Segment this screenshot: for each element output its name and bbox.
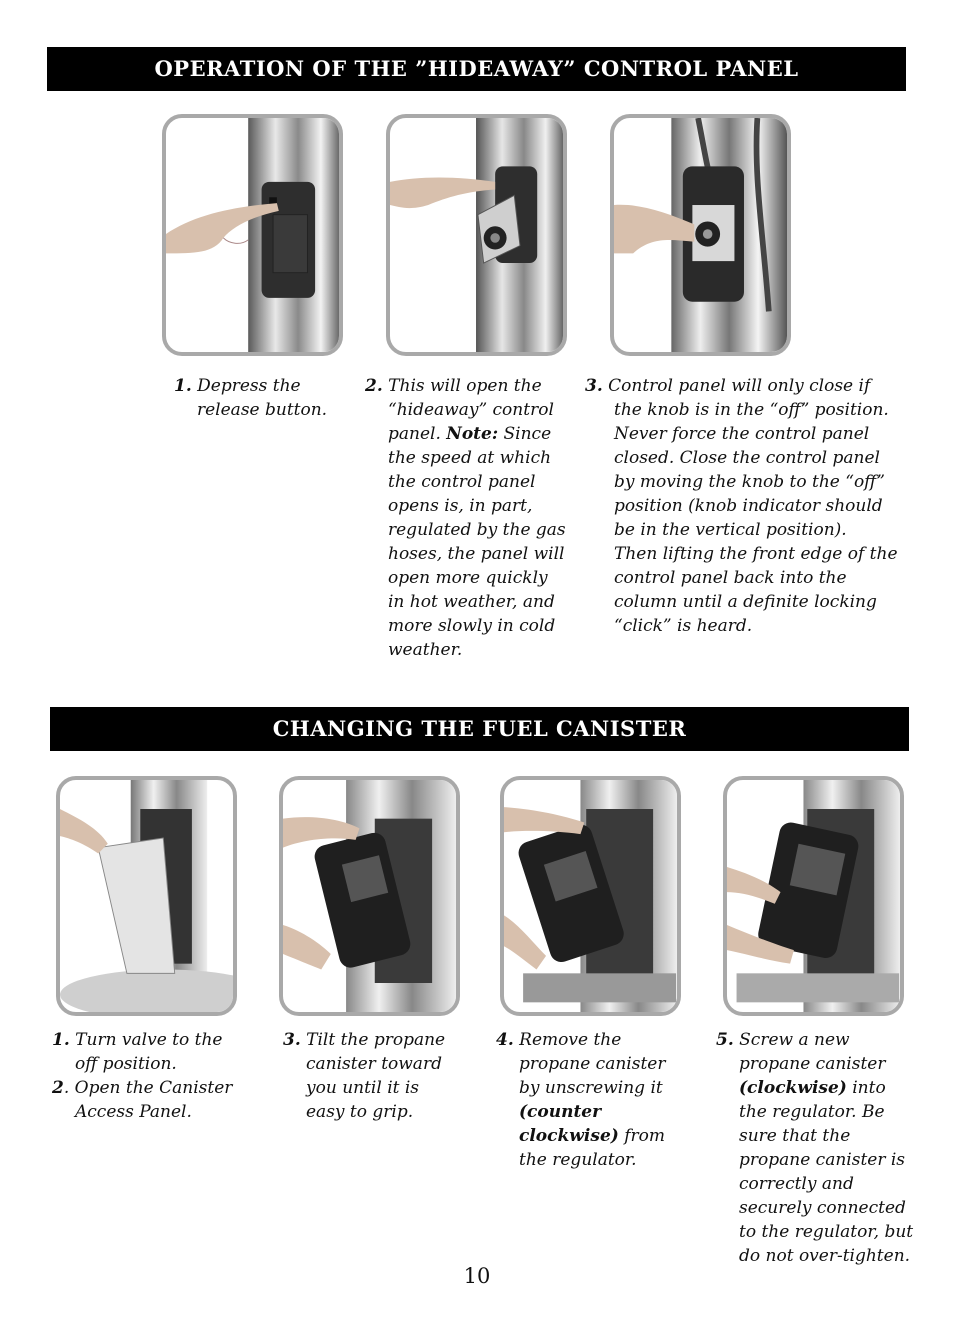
caption-line: closed. Close the control panel — [614, 448, 880, 468]
caption-line: correctly and — [739, 1174, 854, 1194]
photo-tilt-propane-canister — [279, 776, 460, 1016]
step-caption-canister-3 — [283, 1028, 473, 1124]
note-label: Note: — [446, 424, 499, 444]
photo-remove-propane-canister — [500, 776, 681, 1016]
caption-line: weather. — [388, 640, 463, 660]
caption-line: Turn valve to the — [75, 1030, 223, 1050]
caption-line: off position. — [75, 1054, 177, 1074]
caption-line: from — [624, 1126, 665, 1146]
caption-line: the speed at which — [388, 448, 552, 468]
step-number: 2. — [365, 376, 383, 396]
step-caption-hideaway-1 — [174, 374, 354, 422]
step-number: 4. — [496, 1030, 514, 1050]
caption-line: Control panel will only close if — [608, 376, 871, 396]
caption-line: you until it is — [306, 1078, 420, 1098]
caption-line: canister toward — [306, 1054, 442, 1074]
caption-line: by unscrewing it — [519, 1078, 663, 1098]
step-number: 3. — [585, 376, 603, 396]
caption-line: position (knob indicator should — [614, 496, 883, 516]
caption-line: open more quickly — [388, 568, 548, 588]
caption-line: release button. — [197, 400, 328, 420]
caption-line: by moving the knob to the “off” — [614, 472, 885, 492]
caption-line: clockwise) — [519, 1126, 619, 1146]
caption-line: Screw a new — [739, 1030, 850, 1050]
caption-line: column until a definite locking — [614, 592, 877, 612]
step-number: 3. — [283, 1030, 301, 1050]
caption-line: control panel back into the — [614, 568, 847, 588]
step-number: 5. — [716, 1030, 734, 1050]
step-caption-canister-5 — [716, 1028, 931, 1268]
caption-line: Since — [503, 424, 552, 444]
caption-line: Depress the — [197, 376, 301, 396]
caption-line: (counter — [519, 1102, 602, 1122]
caption-line: the knob is in the “off” position. — [614, 400, 889, 420]
caption-line: Access Panel. — [75, 1102, 192, 1122]
caption-line: the regulator. Be — [739, 1102, 885, 1122]
photo-close-control-panel — [610, 114, 791, 356]
page-number: 10 — [463, 1264, 491, 1288]
caption-line: “click” is heard. — [614, 616, 753, 636]
caption-line: Tilt the propane — [306, 1030, 446, 1050]
caption-line: panel. — [388, 424, 441, 444]
section-title-hideaway: OPERATION OF THE ”HIDEAWAY” CONTROL PANEL — [154, 56, 799, 81]
photo-depress-release-button — [162, 114, 343, 356]
caption-line: be in the vertical position). — [614, 520, 847, 540]
caption-line: Never force the control panel — [614, 424, 870, 444]
caption-line: Then lifting the front edge of the — [614, 544, 898, 564]
photo-screw-new-propane-canister — [723, 776, 904, 1016]
caption-line: Remove the — [519, 1030, 622, 1050]
step-number: 1. — [52, 1030, 70, 1050]
section-title-canister: CHANGING THE FUEL CANISTER — [272, 716, 687, 741]
caption-line: This will open the — [388, 376, 542, 396]
step-caption-canister-1-2 — [52, 1028, 262, 1124]
caption-line: sure that the — [739, 1126, 851, 1146]
caption-line: propane canister — [739, 1054, 886, 1074]
caption-line: opens is, in part, — [388, 496, 533, 516]
section-header-canister — [50, 707, 909, 751]
caption-line: do not over-tighten. — [739, 1246, 911, 1266]
caption-line: propane canister is — [739, 1150, 906, 1170]
caption-line: to the regulator, but — [739, 1222, 914, 1242]
step-caption-canister-4 — [496, 1028, 696, 1172]
section-header-hideaway — [47, 47, 906, 91]
step-number: 2 — [52, 1078, 64, 1098]
caption-line: “hideaway” control — [388, 400, 554, 420]
caption-line: into — [852, 1078, 886, 1098]
step-caption-hideaway-3 — [585, 374, 905, 638]
photo-open-canister-access-panel — [56, 776, 237, 1016]
caption-line: easy to grip. — [306, 1102, 414, 1122]
caption-line: . Open the Canister — [63, 1078, 233, 1098]
caption-line: propane canister — [519, 1054, 666, 1074]
caption-line: regulated by the gas — [388, 520, 566, 540]
caption-line: hoses, the panel will — [388, 544, 565, 564]
caption-line: more slowly in cold — [388, 616, 556, 636]
caption-line: the control panel — [388, 472, 536, 492]
step-number: 1. — [174, 376, 192, 396]
photo-open-hideaway-panel — [386, 114, 567, 356]
caption-line: (clockwise) — [739, 1078, 847, 1098]
caption-line: in hot weather, and — [388, 592, 555, 612]
caption-line: the regulator. — [519, 1150, 637, 1170]
caption-line: securely connected — [739, 1198, 906, 1218]
step-caption-hideaway-2 — [365, 374, 575, 662]
